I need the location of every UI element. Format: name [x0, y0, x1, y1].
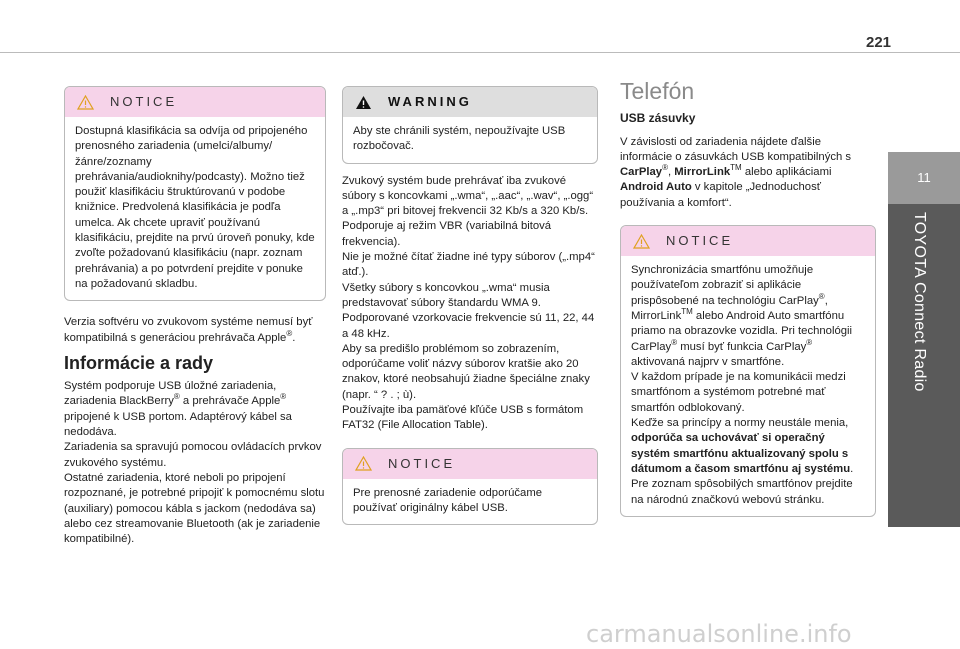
text-span: v kapitole „Jednoduchosť používania a komfort“. [620, 181, 821, 209]
notice-paragraph [631, 416, 865, 477]
text-span: alebo aplikáciami [741, 166, 832, 179]
notice-paragraph: Pre zoznam spôsobilých smartfónov prejdite na národnú značkovú webovú stránku. [631, 478, 853, 506]
info-paragraph: Ostatné zariadenia, ktoré neboli po pripojení rozpoznané, je potrebné pripojiť k pomocnému slotu (auxiliary) pomocou kábla s jackom (nedodáva sa) alebo cez streamovanie Bluetooth (ak je zariadenie kompatibilné). [64, 471, 325, 546]
paragraph: Používajte iba pamäťové kľúče USB s formátom FAT32 (File Allocation Table). [342, 404, 584, 432]
text-span: , [667, 166, 675, 179]
column-1 [64, 86, 326, 547]
registered-mark: ® [806, 337, 813, 347]
trademark-mark: TM [730, 163, 742, 173]
apple-compatibility-note [64, 315, 326, 346]
notice-text [621, 256, 875, 516]
notice-header [621, 226, 875, 256]
warning-triangle-icon [355, 95, 372, 110]
subsection-heading: USB zásuvky [620, 111, 696, 126]
registered-mark: ® [671, 337, 678, 347]
text-span: Keďže sa princípy a normy neustále menia, [631, 417, 849, 430]
trademark-mark: TM [681, 307, 693, 317]
usb-paragraph [620, 135, 876, 211]
info-paragraph: Zariadenia sa spravujú pomocou ovládacích prvkov zvukového systému. [64, 441, 322, 469]
text-span: Systém podporuje USB úložné zariadenia, zariadenia BlackBerry [64, 380, 277, 408]
text-span: Verzia softvéru vo zvukovom systéme nemusí byť kompatibilná s generáciou prehrávača Apple [64, 316, 313, 344]
caution-triangle-icon [633, 234, 650, 249]
column-2 [342, 86, 598, 525]
notice-paragraph: V každom prípade je na komunikácii medzi smartfónom a systémom potrebné mať smartfón odblokovaný. [631, 371, 846, 414]
text-span: . [292, 331, 296, 344]
chapter-tab [888, 152, 960, 527]
paragraph: Nie je možné čítať žiadne iné typy súborov („.mp4“ atď.). [342, 251, 595, 279]
page-number: 221 [866, 34, 892, 51]
caution-triangle-icon [77, 95, 94, 110]
notice-title: NOTICE [666, 233, 734, 249]
text-span: V závislosti od zariadenia nájdete ďalšie informácie o zásuvkách USB kompatibilných s [620, 135, 852, 163]
section-heading: Telefón [620, 78, 695, 104]
paragraph: Aby sa predišlo problémom so zobrazením, odporúčame voliť názvy súborov kratšie ako 20 znakov, ktoré neobsahujú žiadne špeciálne znaky (napr. “ ? . ; ù). [342, 342, 590, 401]
notice-box [64, 86, 326, 301]
section-heading: Informácie a rady [64, 352, 214, 373]
warning-header [343, 87, 597, 117]
carplay-label: CarPlay [620, 166, 663, 179]
info-paragraph [64, 379, 326, 440]
warning-box [342, 86, 598, 164]
caution-triangle-icon [355, 456, 372, 471]
notice-text: Dostupná klasifikácia sa odvíja od pripojeného prenosného zariadenia (umelci/albumy/žánre/zoznamy prehrávania/audioknihy/podcasty). Možno tiež použiť klasifikáciu štruktúrovanú v podobe knižnice. Predvolená klasifikácia je podľa umelca. Ak chcete upraviť používanú klasifikáciu, prejdite na prvú úroveň ponuky, kde zvoľte požadovanú klasifikáciu (napr. zoznam prehrávania) a po potvrdení prejdite v ponuke na požadovanú skladbu. [75, 125, 315, 290]
warning-text: Aby ste chránili systém, nepoužívajte USB rozbočovač. [353, 125, 566, 153]
notice-paragraph [631, 263, 865, 370]
paragraph: Podporované vzorkovacie frekvencie sú 11, 22, 44 a 48 kHz. [342, 312, 595, 340]
notice-text: Pre prenosné zariadenie odporúčame používať originálny kábel USB. [353, 486, 543, 514]
chapter-title: TOYOTA Connect Radio [911, 212, 928, 392]
paragraph: Všetky súbory s koncovkou „.wma“ musia predstavovať súbory štandardu WMA 9. [342, 281, 550, 309]
registered-mark: ® [286, 328, 293, 338]
notice-title: NOTICE [388, 455, 456, 471]
text-span: a prehrávače Apple [179, 395, 281, 408]
top-divider [0, 52, 960, 53]
text-span: alebo Android Auto smartfónu priamo na obrazovke vozidla. Pri technológii CarPlay [631, 309, 853, 353]
column-3 [620, 78, 876, 517]
registered-mark: ® [173, 392, 180, 402]
registered-mark: ® [280, 392, 287, 402]
android-auto-label: Android Auto [620, 181, 692, 194]
bold-text: odporúča sa uchovávať si operačný systém smartfónu aktualizovaný spolu s dátumom a časom smartfónu aj systému [631, 432, 851, 475]
text-span: Synchronizácia smartfónu umožňuje používateľom zobraziť si aplikácie prispôsobené na technológiu CarPlay [631, 264, 819, 307]
text-span: , MirrorLink [631, 294, 828, 322]
text-span: aktivovaná najprv v smartfóne. [631, 355, 785, 368]
paragraph: Podporuje aj režim VBR (variabilná bitová frekvencia). [342, 220, 552, 248]
paragraph: Zvukový systém bude prehrávať iba zvukové súbory s koncovkami „.wma“, „.aac“, „.wav“, „.ogg“ a „.mp3“ pri bitovej frekvencii 32 Kb/s a 320 Kb/s. [342, 174, 594, 218]
notice-box [620, 225, 876, 517]
notice-box [342, 448, 598, 526]
notice-header [65, 87, 325, 117]
text-span: . [850, 462, 854, 475]
text-span: pripojené k USB portom. Adaptérový kábel sa nedodáva. [64, 410, 292, 439]
chapter-number: 11 [888, 152, 960, 204]
text-span: musí byť funkcia CarPlay [677, 340, 807, 353]
notice-header [343, 449, 597, 479]
mirrorlink-label: MirrorLink [674, 166, 731, 179]
warning-title: WARNING [388, 94, 472, 110]
registered-mark: ® [818, 291, 825, 301]
registered-mark: ® [662, 163, 668, 173]
notice-title: NOTICE [110, 94, 178, 110]
watermark: carmanualsonline.info [586, 620, 852, 648]
